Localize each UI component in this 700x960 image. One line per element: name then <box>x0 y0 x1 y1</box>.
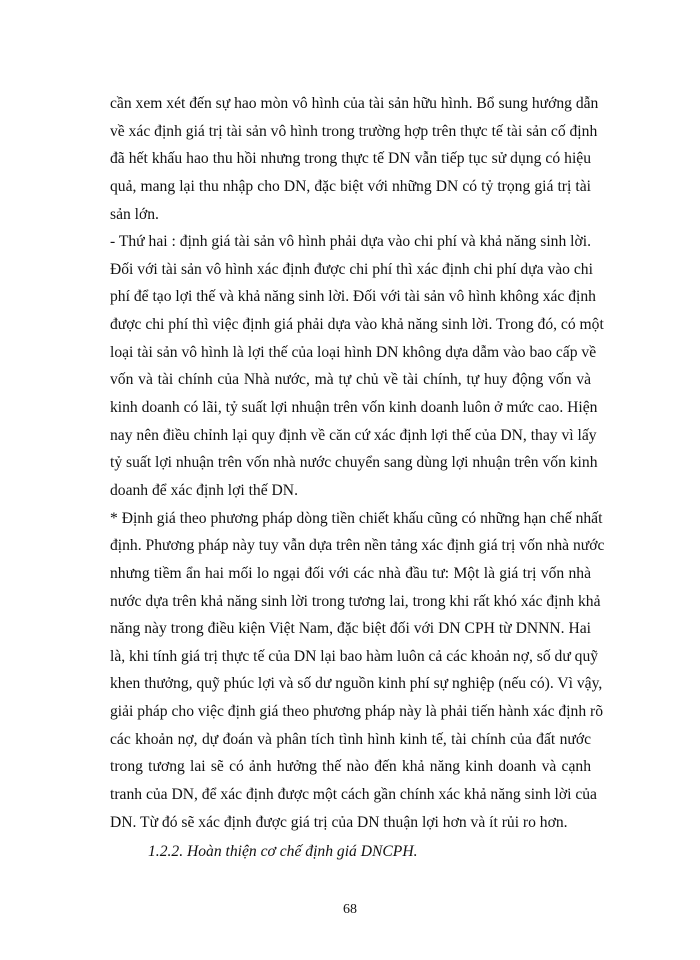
text-line: sản lớn. <box>110 205 159 223</box>
text-line: khen thưởng, quỹ phúc lợi và số dư nguồn kinh phí sự nghiệp (nếu có). Vì vậy, <box>110 675 603 693</box>
text-line: doanh để xác định lợi thế DN. <box>110 481 298 499</box>
text-line: năng này trong điều kiện Việt Nam, đặc biệt đối với DN CPH từ DNNN. Hai <box>110 620 591 638</box>
text-line: Đối với tài sản vô hình xác định được chi phí thì xác định chi phí dựa vào chi <box>110 260 593 278</box>
text-line: định. Phương pháp này tuy vẫn dựa trên nền tảng xác định giá trị vốn nhà nước <box>110 537 605 555</box>
text-line: các khoản nợ, dự đoán và phân tích tình hình kinh tế, tài chính của đất nước <box>110 730 591 748</box>
text-line: là, khi tính giá trị thực tế của DN lại bao hàm luôn cả các khoản nợ, số dư quỹ <box>110 647 599 665</box>
body-text <box>110 90 605 836</box>
text-line: nhưng tiềm ẩn hai mối lo ngại đối với các nhà đầu tư: Một là giá trị vốn nhà <box>110 564 591 582</box>
text-line: tranh của DN, để xác định được một cách gần chính xác khả năng sinh lời của <box>110 786 597 804</box>
section-heading: 1.2.2. Hoàn thiện cơ chế định giá DNCPH. <box>148 843 418 860</box>
text-line: về xác định giá trị tài sản vô hình trong trường hợp trên thực tế tài sản cố định <box>110 122 598 140</box>
text-line: được chi phí thì việc định giá phải dựa vào khả năng sinh lời. Trong đó, có một <box>110 316 604 334</box>
text-line: * Định giá theo phương pháp dòng tiền chiết khấu cũng có những hạn chế nhất <box>110 509 603 527</box>
text-line: kinh doanh có lãi, tỷ suất lợi nhuận trên vốn kinh doanh luôn ở mức cao. Hiện <box>110 399 598 417</box>
text-line: loại tài sản vô hình là lợi thế của loại hình DN không dựa dẫm vào bao cấp về <box>110 343 597 361</box>
paragraph <box>110 90 599 228</box>
paragraph <box>110 505 605 837</box>
paragraph <box>110 228 604 504</box>
text-line: giải pháp cho việc định giá theo phương pháp này là phải tiến hành xác định rõ <box>110 703 604 721</box>
text-line: - Thứ hai : định giá tài sản vô hình phải dựa vào chi phí và khả năng sinh lời. <box>110 233 591 251</box>
text-line: đã hết khấu hao thu hồi nhưng trong thực tế DN vẫn tiếp tục sử dụng có hiệu <box>110 150 591 168</box>
text-line: vốn và tài chính của Nhà nước, mà tự chủ về tài chính, tự huy động vốn và <box>110 371 591 389</box>
text-line: tỷ suất lợi nhuận trên vốn nhà nước chuyển sang dùng lợi nhuận trên vốn kinh <box>110 454 598 472</box>
text-line: trong tương lai sẽ có ảnh hưởng thế nào đến khả năng kinh doanh và cạnh <box>110 758 591 776</box>
text-line: quả, mang lại thu nhập cho DN, đặc biệt với những DN có tỷ trọng giá trị tài <box>110 177 591 195</box>
text-line: cần xem xét đến sự hao mòn vô hình của tài sản hữu hình. Bổ sung hướng dẫn <box>110 95 599 112</box>
text-line: phí để tạo lợi thế và khả năng sinh lời. Đối với tài sản vô hình không xác định <box>110 288 596 306</box>
page-number: 68 <box>343 902 357 917</box>
text-line: DN. Từ đó sẽ xác định được giá trị của DN thuận lợi hơn và ít rủi ro hơn. <box>110 813 568 831</box>
text-line: nước dựa trên khả năng sinh lời trong tương lai, trong khi rất khó xác định khả <box>110 592 601 610</box>
text-line: nay nên điều chỉnh lại quy định về căn cứ xác định lợi thế của DN, thay vì lấy <box>110 426 597 444</box>
